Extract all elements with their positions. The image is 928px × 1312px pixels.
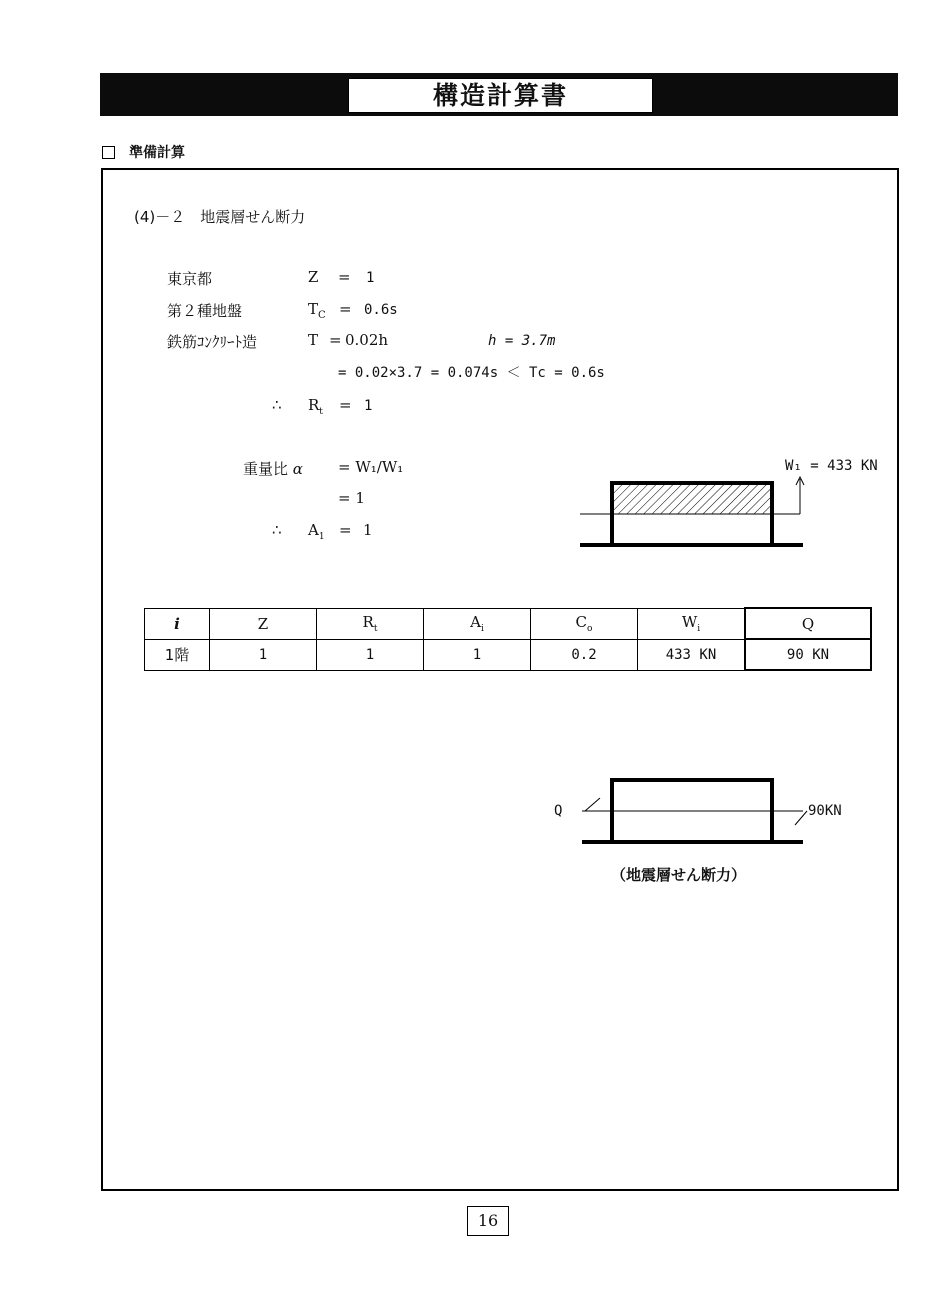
header-co: $C_o$ <box>531 608 638 639</box>
page-number: 16 <box>467 1206 509 1236</box>
param-eq-1: = <box>339 300 352 318</box>
cell-z: 1 <box>210 639 317 670</box>
header-i: i <box>145 608 210 639</box>
weight-label: W₁ = 433 KN <box>785 458 878 474</box>
shear-left-label: Q <box>554 803 563 819</box>
table-header-row <box>145 608 872 639</box>
shear-right-label: 90KN <box>808 803 842 819</box>
alpha-eq1: = W₁/W₁ <box>338 458 404 476</box>
checkbox-icon <box>102 146 115 159</box>
therefore-icon: ∴ <box>272 396 282 414</box>
param-symbol-2: T <box>308 331 319 349</box>
section-label-text: 準備計算 <box>129 145 185 161</box>
ai-symbol-sub: 1 <box>318 532 325 542</box>
ai-eq: = <box>339 521 352 539</box>
mass-hatch <box>612 484 772 514</box>
header-rt: $R_t$ <box>317 608 424 639</box>
right-arrow-icon <box>795 811 807 825</box>
result-table <box>144 607 872 671</box>
header-q: Q <box>745 608 871 639</box>
table-row <box>145 639 872 670</box>
param-eq-0: = <box>338 268 351 286</box>
rt-symbol: $R_t$ <box>308 396 323 417</box>
param-name-0: 東京都 <box>167 270 213 288</box>
cell-co: 0.2 <box>531 639 638 670</box>
rt-symbol-sub: t <box>319 407 323 417</box>
param-symbol-1-sub: C <box>318 310 326 321</box>
subsection-heading: (4)－２ 地震層せん断力 <box>134 208 306 226</box>
param-eq-2: = <box>329 331 342 349</box>
param-symbol-0: Z <box>308 268 319 286</box>
left-arrow-icon <box>585 798 600 811</box>
cell-wi: 433 KN <box>638 639 746 670</box>
shear-caption: （地震層せん断力） <box>611 866 747 884</box>
param-value-0: 1 <box>366 270 375 286</box>
param-value-1: 0.6s <box>364 302 398 318</box>
ai-value: 1 <box>363 521 373 539</box>
therefore-icon-2: ∴ <box>272 521 282 539</box>
param-name-2: 鉄筋ｺﾝｸﾘｰﾄ造 <box>167 333 258 351</box>
page-title: 構造計算書 <box>348 78 653 113</box>
param-value-2: 0.02h <box>345 331 389 349</box>
header-ai: $A_i$ <box>424 608 531 639</box>
cell-rt: 1 <box>317 639 424 670</box>
calc-line: = 0.02×3.7 = 0.074s ＜ Tc = 0.6s <box>338 365 605 381</box>
rt-eq: = <box>339 396 352 414</box>
param-extra-2: h = 3.7m <box>488 333 556 349</box>
ai-symbol: $A_1$ <box>308 521 325 542</box>
rt-value: 1 <box>364 398 373 414</box>
content-frame <box>101 168 899 1191</box>
alpha-label: 重量比 α <box>243 460 303 478</box>
cell-ai: 1 <box>424 639 531 670</box>
header-wi: $W_i$ <box>638 608 746 639</box>
cell-i: 1階 <box>145 639 210 670</box>
cell-q: 90 KN <box>745 639 871 670</box>
header-z: Z <box>210 608 317 639</box>
param-name-1: 第２種地盤 <box>167 302 243 320</box>
alpha-eq2: = 1 <box>338 489 365 507</box>
section-label <box>102 142 185 162</box>
param-symbol-1: $T_C$ <box>308 300 326 321</box>
